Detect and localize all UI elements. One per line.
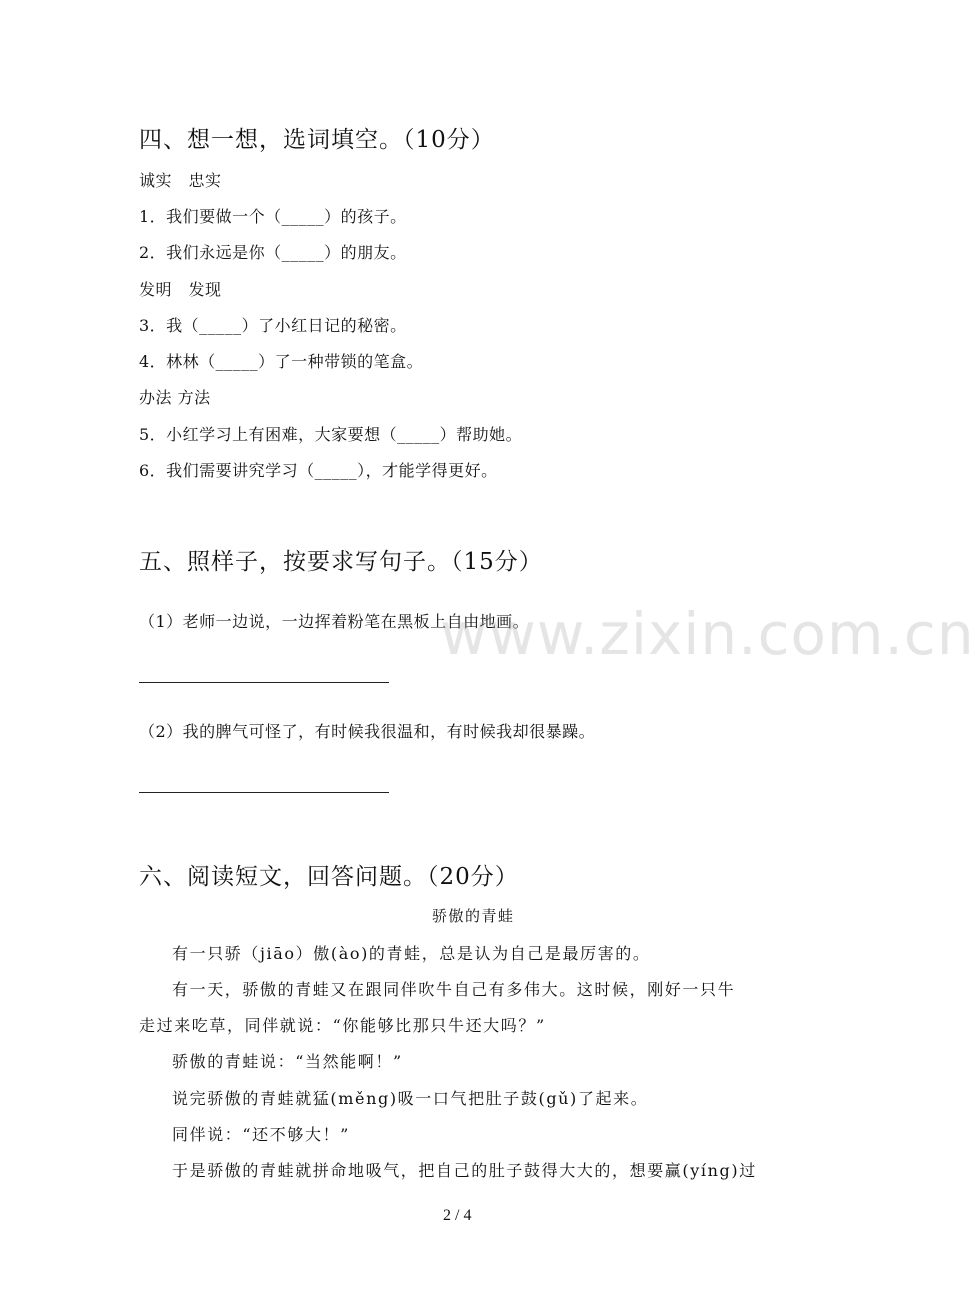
passage-paragraph-2-line-1: 有一天，骄傲的青蛙又在跟同伴吹牛自己有多伟大。这时候，刚好一只牛 — [172, 980, 736, 999]
passage-paragraph-1: 有一只骄（jiāo）傲(ào)的青蛙，总是认为自己是最厉害的。 — [172, 944, 651, 963]
watermark: www.zixin.com.cn — [440, 600, 975, 668]
section4-question-3: 3．我（_____）了小红日记的秘密。 — [139, 316, 407, 335]
page-number: 2 / 4 — [443, 1207, 472, 1224]
section5-question-1: （1）老师一边说，一边挥着粉笔在黑板上自由地画。 — [139, 612, 530, 631]
passage-paragraph-5: 同伴说：“还不够大！” — [172, 1125, 350, 1144]
passage-title: 骄傲的青蛙 — [432, 907, 515, 925]
section4-word-group-1: 诚实 忠实 — [139, 171, 222, 190]
section6-title: 六、阅读短文，回答问题。（20分） — [139, 864, 519, 890]
section4-word-group-3: 办法 方法 — [139, 388, 211, 407]
answer-line-1[interactable] — [139, 682, 389, 683]
passage-paragraph-4: 说完骄傲的青蛙就猛(měng)吸一口气把肚子鼓(gǔ)了起来。 — [172, 1089, 649, 1108]
section5-title: 五、照样子，按要求写句子。（15分） — [139, 549, 543, 575]
section4-question-4: 4．林林（_____）了一种带锁的笔盒。 — [139, 352, 424, 371]
section4-word-group-2: 发明 发现 — [139, 280, 222, 299]
section4-question-5: 5．小红学习上有困难，大家要想（_____）帮助她。 — [139, 425, 523, 444]
section4-question-1: 1．我们要做一个（_____）的孩子。 — [139, 207, 407, 226]
section4-question-2: 2．我们永远是你（_____）的朋友。 — [139, 243, 407, 262]
section4-title: 四、想一想，选词填空。（10分） — [139, 127, 495, 153]
passage-paragraph-6: 于是骄傲的青蛙就拼命地吸气，把自己的肚子鼓得大大的，想要赢(yíng)过 — [172, 1161, 757, 1180]
passage-paragraph-3: 骄傲的青蛙说：“当然能啊！” — [172, 1052, 403, 1071]
section5-question-2: （2）我的脾气可怪了，有时候我很温和，有时候我却很暴躁。 — [139, 722, 596, 741]
passage-paragraph-2-line-2: 走过来吃草，同伴就说：“你能够比那只牛还大吗？” — [139, 1016, 546, 1035]
section4-question-6: 6．我们需要讲究学习（_____），才能学得更好。 — [139, 461, 498, 480]
answer-line-2[interactable] — [139, 792, 389, 793]
